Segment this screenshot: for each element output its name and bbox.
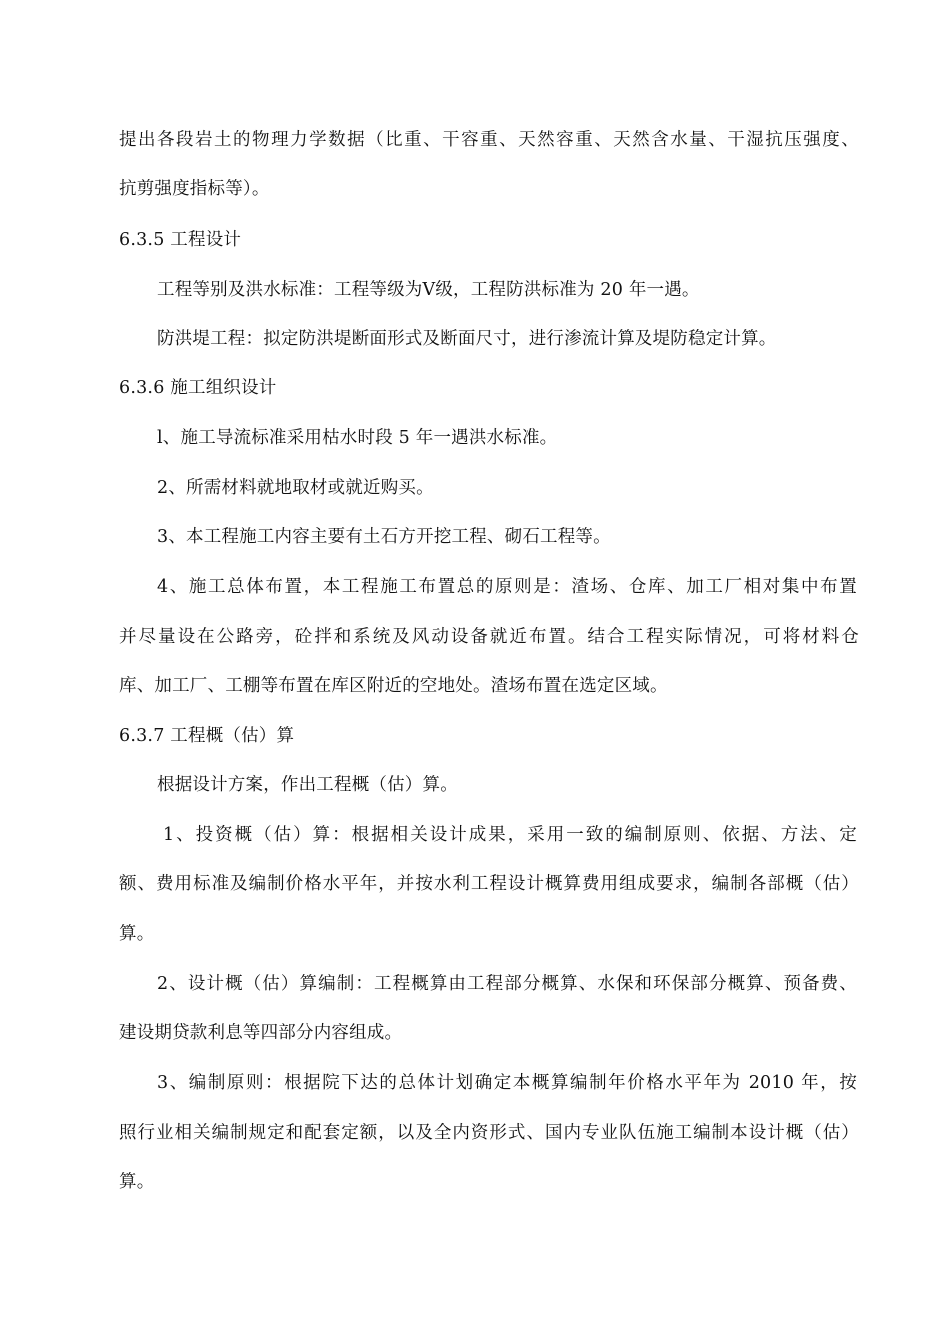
section-heading-6-3-5: 6.3.5 工程设计 <box>119 230 242 250</box>
list-item: 3、编制原则：根据院下达的总体计划确定本概算编制年价格水平年为 2010 年，按 <box>157 1073 857 1093</box>
paragraph-line: 根据设计方案，作出工程概（估）算。 <box>157 775 458 795</box>
paragraph-line: 提出各段岩土的物理力学数据（比重、干容重、天然容重、天然含水量、干湿抗压强度、 <box>119 130 859 150</box>
section-heading-6-3-6: 6.3.6 施工组织设计 <box>119 378 277 398</box>
paragraph-line: 照行业相关编制规定和配套定额，以及全内资形式、国内专业队伍施工编制本设计概（估） <box>119 1123 859 1143</box>
paragraph-line: 并尽量设在公路旁，砼拌和系统及风动设备就近布置。结合工程实际情况，可将材料仓 <box>119 627 859 647</box>
paragraph-line: 算。 <box>119 1172 155 1192</box>
paragraph-line: 防洪堤工程：拟定防洪堤断面形式及断面尺寸，进行渗流计算及堤防稳定计算。 <box>157 329 777 349</box>
paragraph-line: 算。 <box>119 924 155 944</box>
section-heading-6-3-7: 6.3.7 工程概（估）算 <box>119 726 295 746</box>
paragraph-line: 建设期贷款利息等四部分内容组成。 <box>119 1023 403 1043</box>
list-item: 1、投资概（估）算：根据相关设计成果，采用一致的编制原则、依据、方法、定 <box>163 825 857 845</box>
paragraph-line: 工程等别及洪水标准：工程等级为Ⅴ级，工程防洪标准为 20 年一遇。 <box>157 280 700 300</box>
list-item: 2、设计概（估）算编制：工程概算由工程部分概算、水保和环保部分概算、预备费、 <box>157 974 857 994</box>
list-item: l、施工导流标准采用枯水时段 5 年一遇洪水标准。 <box>157 428 558 448</box>
paragraph-line: 抗剪强度指标等）。 <box>119 179 270 199</box>
paragraph-line: 额、费用标准及编制价格水平年，并按水利工程设计概算费用组成要求，编制各部概（估） <box>119 874 859 894</box>
paragraph-line: 库、加工厂、工棚等布置在库区附近的空地处。渣场布置在选定区域。 <box>119 676 668 696</box>
list-item: 3、本工程施工内容主要有土石方开挖工程、砌石工程等。 <box>157 527 611 547</box>
list-item: 2、所需材料就地取材或就近购买。 <box>157 478 434 498</box>
list-item: 4、施工总体布置，本工程施工布置总的原则是：渣场、仓库、加工厂相对集中布置 <box>157 577 857 597</box>
